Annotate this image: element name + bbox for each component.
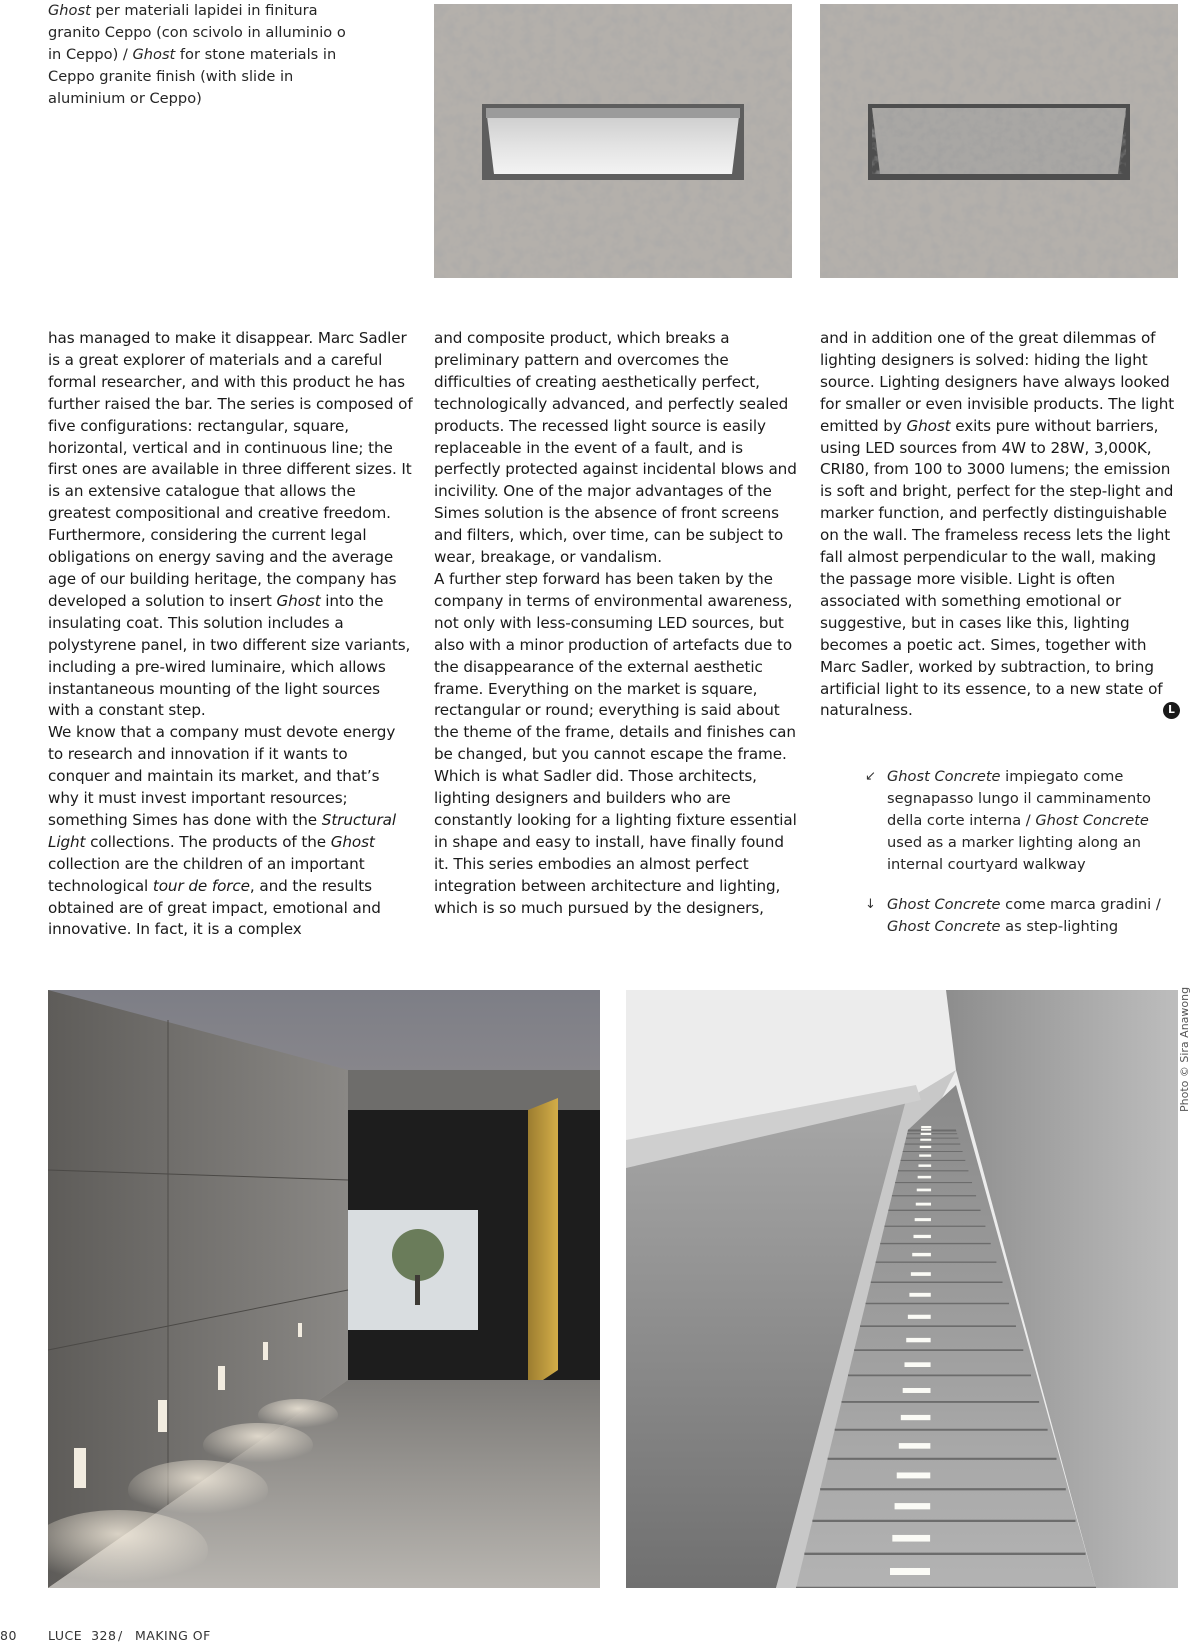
step-light <box>897 1472 931 1478</box>
step-light <box>918 1176 931 1179</box>
italic-text: Ghost Concrete <box>1035 811 1149 829</box>
italic-text: Ghost Concrete <box>887 896 1001 913</box>
text-run: and in addition one of the great dilemmas of lighting designers is solved: hiding the light source. Lighting designers have always looked for smaller or even invisible products. The light emitted by <box>820 329 1175 435</box>
text-run: collection are the children of an important technological <box>48 854 365 895</box>
arrow-down-icon: ↓ <box>865 897 876 912</box>
footer-separator: / <box>118 1628 123 1643</box>
text-run: as step-lighting <box>1000 917 1119 935</box>
step-light <box>890 1568 930 1575</box>
step-light <box>915 1218 931 1221</box>
italic-text: Ghost <box>276 591 321 610</box>
text-run: exits pure without barriers, using LED sources from 4W to 28W, 3,000K, CRI80, from 100 to 3000 lumens; the emission is soft and bright, perfect for the step-light and marker function, and perfectly distinguishable on the wall. The frameless recess lets the light fall almost perpendicular to the wall, making the passage more visible. Light is often associated with something emotional or suggestive, but in cases like this, lighting becomes a poetic act. Simes, together with Marc Sadler, worked by subtraction, to bring artificial light to its essence, to a new state of naturalness. <box>820 416 1174 720</box>
text-run: into the insulating coat. This solution includes a polystyrene panel, in two different size variants, including a pre-wired luminaire, which allows instantaneous mounting of the light sources with a constant step. <box>48 591 411 720</box>
text-run: collections. The products of the <box>85 832 331 851</box>
page-number: 80 <box>0 1628 17 1643</box>
step-light <box>916 1203 931 1206</box>
photo-credit: Photo © Sira Anawong <box>1178 986 1191 1112</box>
step-light <box>921 1133 932 1135</box>
caption-steps <box>865 894 1177 938</box>
step-light <box>920 1146 931 1148</box>
step-light <box>920 1139 931 1141</box>
step-light <box>905 1362 931 1367</box>
step-light <box>911 1272 931 1276</box>
italic-text: Ghost <box>330 832 375 851</box>
magazine-issue: LUCE 328 <box>48 1628 117 1643</box>
article-column-3 <box>820 328 1182 722</box>
text-run: come marca gradini / <box>1000 896 1161 913</box>
text-run: We know that a company must devote energy to research and innovation if it wants to conquer and maintain its market, and that’s why it must invest important resources; something Simes has done with the <box>48 723 396 829</box>
step-light <box>892 1535 930 1542</box>
text-run: , and the results obtained are of great impact, emotional and innovative. In fact, it is a complex <box>48 876 381 939</box>
article-column-1 <box>48 328 413 941</box>
italic-text: Ghost Concrete <box>887 768 1001 785</box>
step-light <box>906 1338 930 1342</box>
step-light <box>899 1443 931 1449</box>
text-run: used as a marker lighting along an internal courtyard walkway <box>887 833 1142 873</box>
text-run: A further step forward has been taken by the company in terms of environmental awareness, not only with less-consuming LED sources, but also with a minor production of artefacts due to the disappearance of the external aesthetic frame. Everything on the market is square, rectangular or round; everything is said about the theme of the frame, details and finishes can be changed, but you cannot escape the frame. Which is what Sadler did. Those architects, lighting designers and builders who are constantly looking for a lighting fixture essential in shape and easy to install, have finally found it. This series embodies an almost perfect integration between architecture and lighting, which is so much pursued by the designers, <box>434 569 797 917</box>
step-light <box>917 1189 931 1192</box>
italic-text: Structural Light <box>48 810 396 851</box>
step-light <box>903 1388 931 1393</box>
step-light <box>909 1293 930 1297</box>
step-light <box>895 1503 931 1509</box>
ghost-ceppo-stone-slide-photo <box>820 4 1178 278</box>
ghost-ceppo-aluminium-slide-photo <box>434 4 792 278</box>
step-light <box>918 1164 931 1166</box>
italic-text: tour de force <box>152 876 250 895</box>
step-light <box>908 1315 931 1319</box>
article-end-badge: L <box>1163 702 1180 719</box>
section-name: MAKING OF <box>135 1628 211 1643</box>
step-light <box>901 1415 931 1420</box>
step-light <box>919 1154 931 1156</box>
text-run: impiegato come segnapasso lungo il camminamento della corte interna / <box>887 768 1151 829</box>
courtyard-walkway-photo <box>48 990 600 1588</box>
italic-text: Ghost <box>906 416 951 435</box>
italic-text: Ghost Concrete <box>887 917 1001 935</box>
arrow-down-left-icon: ↙ <box>865 769 876 784</box>
step-light <box>921 1126 931 1128</box>
step-light <box>912 1253 931 1256</box>
step-light <box>921 1129 931 1131</box>
staircase-step-lighting-photo <box>626 990 1178 1588</box>
text-run: has managed to make it disappear. Marc Sadler is a great explorer of materials and a careful formal researcher, and with this product he has further raised the bar. The series is composed of five configurations: rectangular, square, horizontal, vertical and in continuous line; the first ones are available in three different sizes. It is an extensive catalogue that allows the greatest compositional and creative freedom. Furthermore, considering the current legal obligations on energy saving and the average age of our building heritage, the company has developed a solution to insert <box>48 329 413 610</box>
caption-courtyard <box>865 766 1177 876</box>
step-light <box>913 1235 930 1238</box>
top-caption: Ghost per materiali lapidei in finitura granito Ceppo (con scivolo in alluminio o in Ceppo) / Ghost for stone materials in Ceppo granite finish (with slide in aluminium or Ceppo) <box>48 2 346 107</box>
article-column-2 <box>434 328 799 919</box>
text-run: and composite product, which breaks a preliminary pattern and overcomes the difficulties of creating aesthetically perfect, technologically advanced, and perfectly sealed products. The recessed light source is easily replaceable in the event of a fault, and is perfectly protected against incidental blows and incivility. One of the major advantages of the Simes solution is the absence of front screens and filters, which, over time, can be subject to wear, breakage, or vandalism. <box>434 329 797 567</box>
